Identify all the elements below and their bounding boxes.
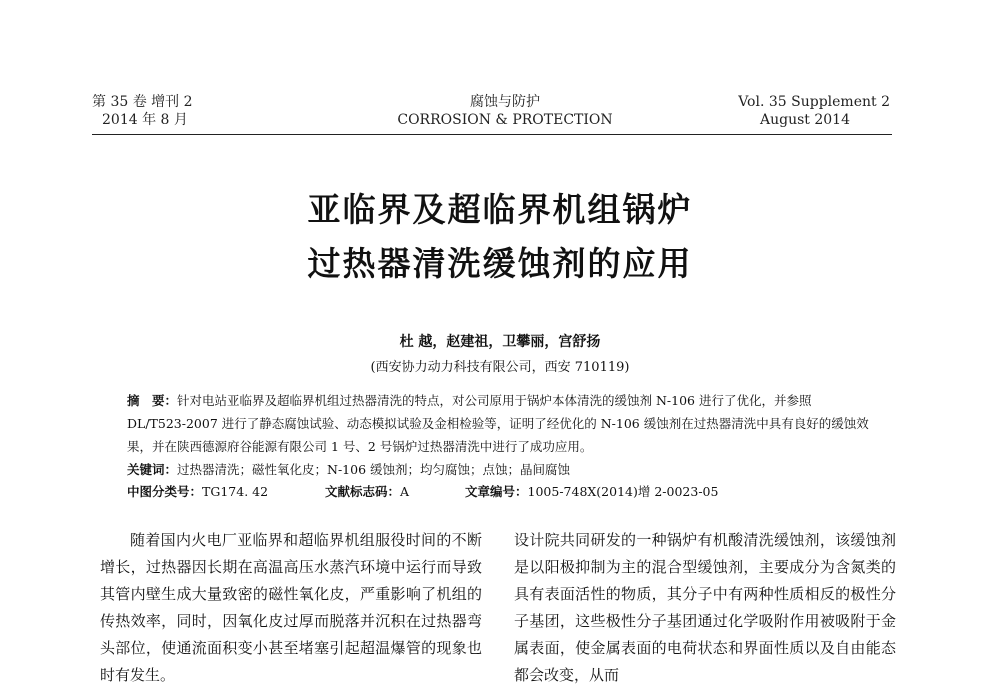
journal-name-cn: 腐蚀与防护 — [470, 94, 540, 110]
clc-value: TG174. 42 — [202, 484, 269, 499]
article-title-line-1: 亚临界及超临界机组锅炉 — [307, 190, 693, 229]
affiliation: (西安协力动力科技有限公司，西安 710119) — [370, 360, 630, 375]
publication-date-en: August 2014 — [760, 112, 850, 128]
journal-name — [380, 93, 630, 129]
article-id-label: 文章编号： — [465, 484, 528, 499]
article-metadata — [127, 482, 872, 502]
journal-volume-info — [92, 93, 193, 129]
clc-label: 中图分类号： — [127, 484, 203, 499]
volume-issue: 第 35 卷 增刊 2 — [92, 94, 193, 110]
body-paragraph-right: 设计院共同研发的一种锅炉有机酸清洗缓蚀剂，该缓蚀剂是以阳极抑制为主的混合型缓蚀剂，主要成分为含氮类的具有表面活性的物质，其分子中有两种性质相反的极性分子基团，这些极性分子基团通过化学吸附作用被吸附于金属表面，使金属表面的电荷状态和界面性质以及自由能态都会改变，从而 — [514, 531, 896, 684]
volume-issue-en: Vol. 35 Supplement 2 — [738, 94, 890, 110]
document-code-value: A — [400, 484, 410, 499]
abstract-block — [127, 389, 872, 481]
body-column-right — [514, 527, 896, 689]
keywords-text: 过热器清洗；磁性氧化皮；N-106 缓蚀剂；均匀腐蚀；点蚀；晶间腐蚀 — [177, 462, 571, 477]
journal-volume-info-en — [690, 93, 890, 129]
publication-date: 2014 年 8 月 — [102, 112, 188, 128]
document-code-label: 文献标志码： — [325, 484, 401, 499]
keywords — [127, 458, 872, 481]
abstract-label: 摘 要： — [127, 393, 178, 408]
article-title-line-2: 过热器清洗缓蚀剂的应用 — [307, 244, 693, 283]
article-id-value: 1005-748X(2014)增 2-0023-05 — [527, 484, 719, 499]
clc-number — [127, 482, 325, 502]
body-column-left — [100, 527, 482, 689]
body-paragraph-left: 随着国内火电厂亚临界和超临界机组服役时间的不断增长，过热器因长期在高温高压水蒸汽环境中运行而导致其管内壁生成大量致密的磁性氧化皮，严重影响了机组的传热效率，同时，因氧化皮过厚而脱落并沉积在过热器弯头部位，使通流面积变小甚至堵塞引起超温爆管的现象也时有发生。 — [100, 531, 482, 684]
abstract-text: 针对电站亚临界及超临界机组过热器清洗的特点，对公司原用于锅炉本体清洗的缓蚀剂 N-106 进行了优化，并参照 DL/T523-2007 进行了静态腐蚀试验、动态模拟试验及金相检验等，证明了经优化的 N-106 缓蚀剂在过热器清洗中具有良好的缓蚀效果，并在陕西德源府谷能源有限公司 1 号、2 号锅炉过热器清洗中进行了成功应用。 — [127, 393, 869, 454]
keywords-label: 关键词： — [127, 462, 178, 477]
journal-name-en: CORROSION & PROTECTION — [397, 112, 613, 128]
abstract — [127, 389, 872, 458]
authors: 杜 越，赵建祖，卫攀丽，宫舒扬 — [399, 334, 601, 350]
document-code — [325, 482, 465, 502]
article-id — [465, 482, 718, 502]
header-rule — [92, 134, 892, 135]
